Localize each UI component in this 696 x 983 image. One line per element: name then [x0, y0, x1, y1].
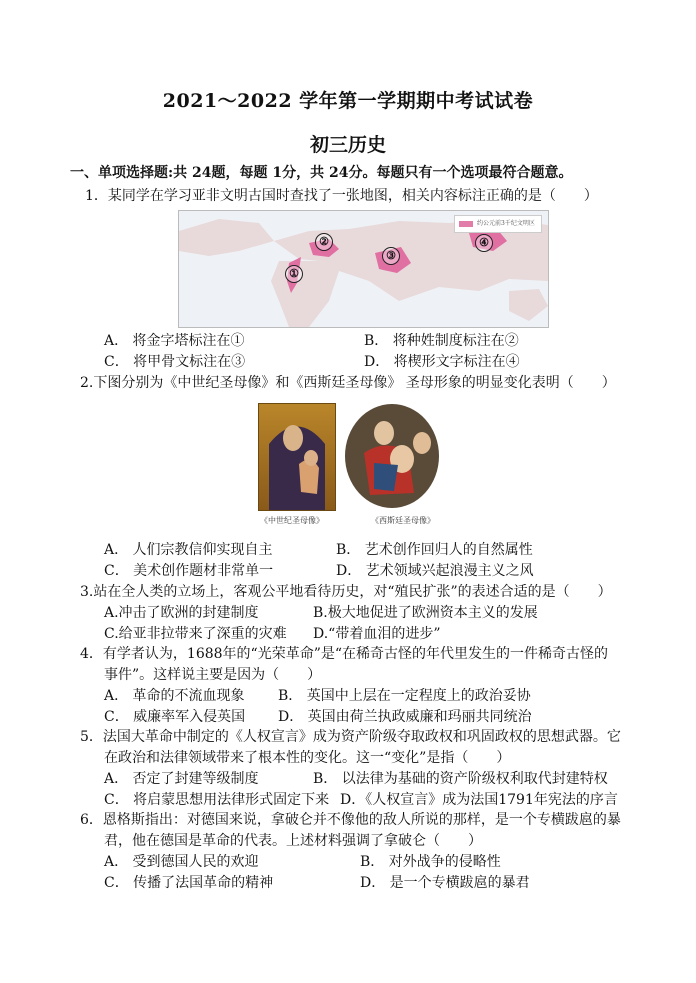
section-heading: 一、单项选择题:共 24题，每题 1分，共 24分。每题只有一个选项最符合题意。 — [70, 165, 573, 181]
q1-stem: 1．某同学在学习亚非文明古国时查找了一张地图，相关内容标注正确的是（ ） — [85, 188, 598, 204]
q1-option-d: D． 将楔形文字标注在④ — [364, 354, 520, 370]
q4-stem-line1: 4．有学者认为，1688年的“光荣革命”是“在稀奇古怪的年代里发生的一件稀奇古怪的 — [80, 646, 609, 662]
q1-option-b: B． 将种姓制度标注在② — [364, 333, 519, 349]
q4-option-a: A． 革命的不流血现象 — [104, 688, 245, 704]
q1-option-a: A． 将金字塔标注在① — [104, 333, 245, 349]
q1-option-c: C． 将甲骨文标注在③ — [104, 354, 246, 370]
exam-title: 2021～2022 学年第一学期期中考试试卷 — [162, 90, 534, 112]
q3-stem: 3.站在全人类的立场上，客观公平地看待历史，对“殖民扩张”的表述合适的是（ ） — [80, 584, 612, 600]
q4-stem-line2: 事件”。这样说主要是因为（ ） — [104, 667, 322, 683]
marker-4: ④ — [475, 234, 493, 252]
marker-2: ② — [315, 233, 333, 251]
q5-option-d: D．《人权宣言》成为法国1791年宪法的序言 — [340, 792, 618, 808]
q4-option-d: D． 英国由荷兰执政威廉和玛丽共同统治 — [278, 709, 532, 725]
ancient-civilizations-map — [178, 210, 549, 328]
q3-option-d: D.“带着血泪的进步” — [313, 626, 441, 642]
caption-medieval: 《中世纪圣母像》 — [260, 516, 324, 525]
q2-option-a: A． 人们宗教信仰实现自主 — [104, 542, 273, 558]
legend-label: 约公元前3千纪文明区 — [477, 220, 535, 227]
map-legend — [454, 215, 542, 233]
medieval-madonna-image — [258, 403, 336, 511]
sistine-madonna-image — [344, 403, 440, 509]
q6-option-d: D． 是一个专横跋扈的暴君 — [360, 875, 530, 891]
q4-option-c: C． 威廉率军入侵英国 — [104, 709, 246, 725]
subject-title: 初三历史 — [309, 134, 386, 156]
q6-stem-line1: 6．恩格斯指出：对德国来说，拿破仑并不像他的敌人所说的那样，是一个专横跋扈的暴 — [80, 812, 621, 828]
q6-stem-line2: 君，他在德国是革命的代表。上述材料强调了拿破仑（ ） — [104, 833, 482, 849]
marker-1: ① — [285, 265, 303, 283]
q5-stem-line1: 5．法国大革命中制定的《人权宣言》成为资产阶级夺取政权和巩固政权的思想武器。它 — [80, 729, 621, 745]
caption-sistine: 《西斯廷圣母像》 — [371, 516, 435, 525]
q2-option-c: C． 美术创作题材非常单一 — [104, 563, 274, 579]
q3-option-a: A.冲击了欧洲的封建制度 — [104, 605, 259, 621]
marker-3: ③ — [382, 247, 400, 265]
q5-stem-line2: 在政治和法律领域带来了根本性的变化。这一“变化”是指（ ） — [104, 750, 511, 766]
q5-option-a: A． 否定了封建等级制度 — [104, 771, 259, 787]
q3-option-b: B.极大地促进了欧洲资本主义的发展 — [313, 605, 538, 621]
q2-option-b: B． 艺术创作回归人的自然属性 — [336, 542, 533, 558]
q2-stem: 2.下图分别为《中世纪圣母像》和《西斯廷圣母像》 圣母形象的明显变化表明（ ） — [80, 375, 616, 391]
legend-swatch — [459, 221, 473, 227]
q6-option-c: C． 传播了法国革命的精神 — [104, 875, 274, 891]
q5-option-b: B． 以法律为基础的资产阶级权利取代封建特权 — [313, 771, 608, 787]
q2-option-d: D． 艺术领域兴起浪漫主义之风 — [336, 563, 534, 579]
q5-option-c: C． 将启蒙思想用法律形式固定下来 — [104, 792, 330, 808]
q4-option-b: B． 英国中上层在一定程度上的政治妥协 — [278, 688, 531, 704]
q6-option-b: B． 对外战争的侵略性 — [360, 854, 501, 870]
q3-option-c: C.给亚非拉带来了深重的灾难 — [104, 626, 287, 642]
q6-option-a: A． 受到德国人民的欢迎 — [104, 854, 259, 870]
